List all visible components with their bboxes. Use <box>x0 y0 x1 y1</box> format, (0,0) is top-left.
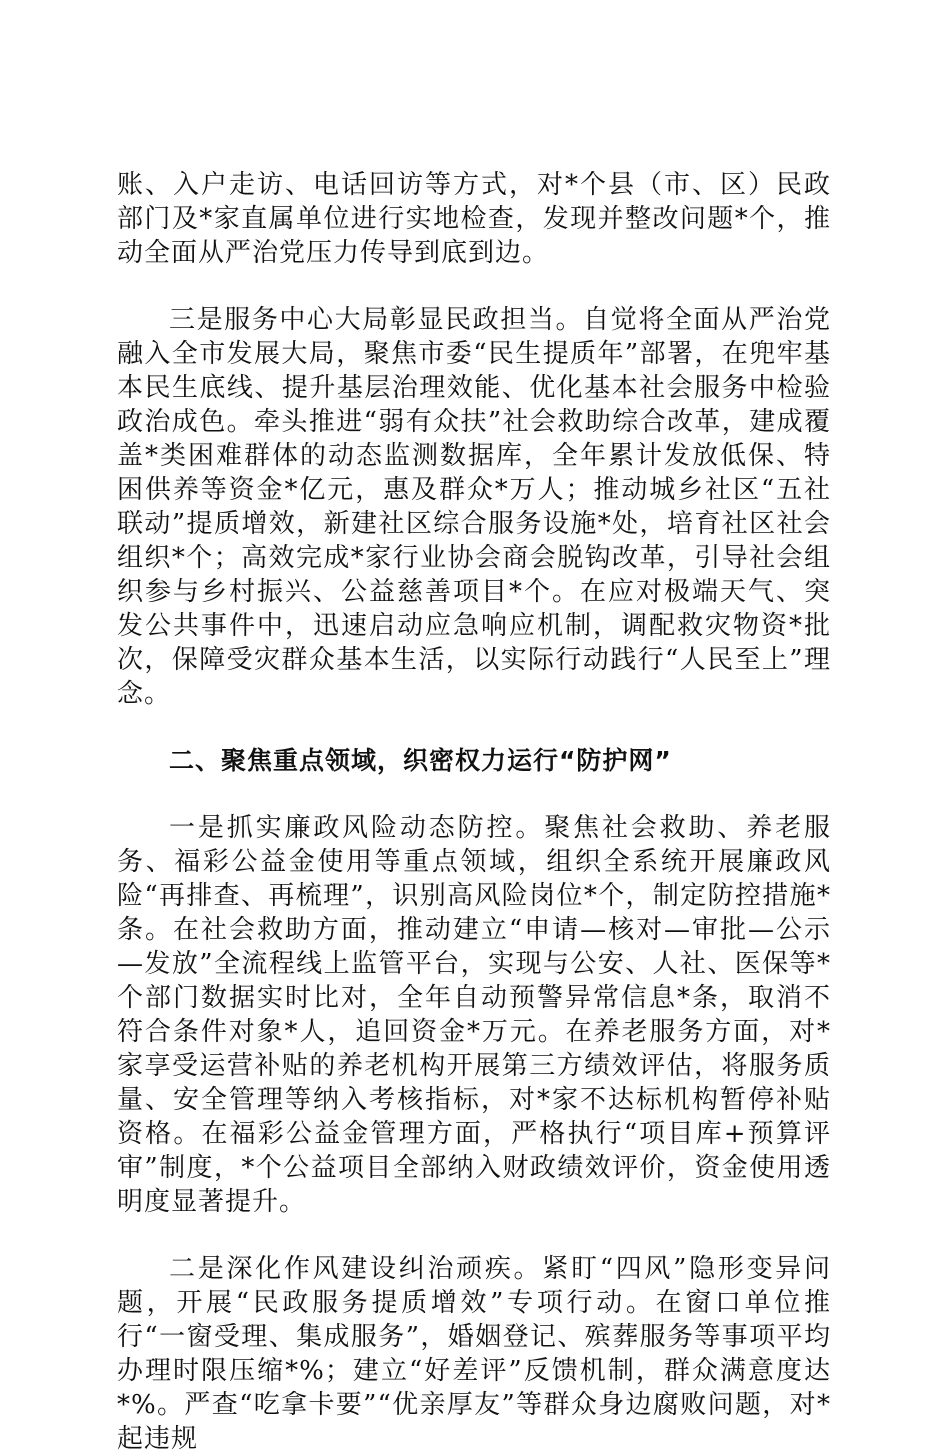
paragraph-risk-control: 一是抓实廉政风险动态防控。聚焦社会救助、养老服务、福彩公益金使用等重点领域，组织全系统开展廉政风险“再排查、再梳理”，识别高风险岗位*个，制定防控措施*条。在社会救助方面，推动建立“申请—核对—审批—公示—发放”全流程线上监管平台，实现与公安、人社、医保等*个部门数据实时比对，全年自动预警异常信息*条，取消不符合条件对象*人，追回资金*万元。在养老服务方面，对*家享受运营补贴的养老机构开展第三方绩效评估，将服务质量、安全管理等纳入考核指标，对*家不达标机构暂停补贴资格。在福彩公益金管理方面，严格执行“项目库+预算评审”制度，*个公益项目全部纳入财政绩效评价，资金使用透明度显著提升。 <box>117 813 831 1217</box>
section-heading: 二、聚焦重点领域，织密权力运行“防护网” <box>169 746 672 775</box>
paragraph-continuation: 账、入户走访、电话回访等方式，对*个县（市、区）民政部门及*家直属单位进行实地检查，发现并整改问题*个，推动全面从严治党压力传导到底到边。 <box>117 170 831 268</box>
document-page <box>117 168 831 1456</box>
paragraph-work-style: 二是深化作风建设纠治顽疾。紧盯“四风”隐形变异问题，开展“民政服务提质增效”专项行动。在窗口单位推行“一窗受理、集成服务”，婚姻登记、殡葬服务等事项平均办理时限压缩*%；建立“好差评”反馈机制，群众满意度达*%。严查“吃拿卡要”“优亲厚友”等群众身边腐败问题，对*起违规 <box>117 1254 831 1454</box>
paragraph-service-center: 三是服务中心大局彰显民政担当。自觉将全面从严治党融入全市发展大局，聚焦市委“民生提质年”部署，在兜牢基本民生底线、提升基层治理效能、优化基本社会服务中检验政治成色。牵头推进“弱有众扶”社会救助综合改革，建成覆盖*类困难群体的动态监测数据库，全年累计发放低保、特困供养等资金*亿元，惠及群众*万人；推动城乡社区“五社联动”提质增效，新建社区综合服务设施*处，培育社区社会组织*个；高效完成*家行业协会商会脱钩改革，引导社会组织参与乡村振兴、公益慈善项目*个。在应对极端天气、突发公共事件中，迅速启动应急响应机制，调配救灾物资*批次，保障受灾群众基本生活，以实际行动践行“人民至上”理念。 <box>117 305 831 709</box>
